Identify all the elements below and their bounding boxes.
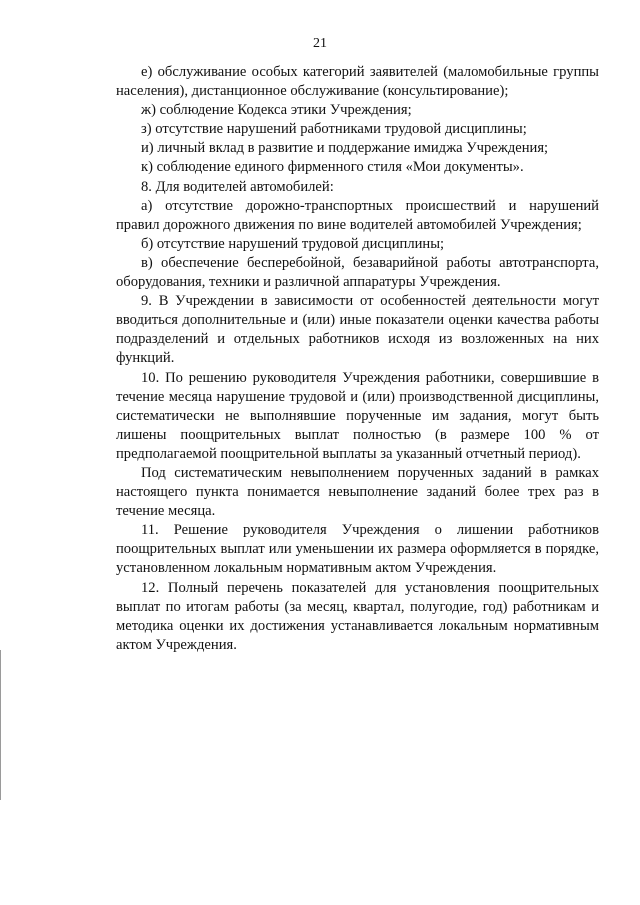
- scan-edge-line: [0, 650, 1, 800]
- list-item-k: к) соблюдение единого фирменного стиля «Мои документы».: [141, 159, 524, 176]
- list-item-v: в) обеспечение бесперебойной, безаварийной работы автотранспорта, оборудования, техники и различной аппаратуры Учреждения.: [116, 254, 599, 291]
- list-item-a: а) отсутствие дорожно-транспортных происшествий и нарушений правил дорожного движения по вине водителей автомобилей Учреждения;: [116, 197, 599, 233]
- paragraph-10: 10. По решению руководителя Учреждения работники, совершившие в течение месяца нарушение трудовой и (или) производственной дисциплины, систематически не выполнявшие порученные им задания, могут быть лишены поощрительных выплат полностью (в размере 100 % от предполагаемой поощрительной выплаты за указанный отчетный период).: [116, 369, 599, 462]
- list-item-z: з) отсутствие нарушений работниками трудовой дисциплины;: [141, 121, 527, 138]
- list-item-b: б) отсутствие нарушений трудовой дисциплины;: [141, 235, 445, 252]
- page-number: 21: [313, 36, 327, 51]
- paragraph-11: 11. Решение руководителя Учреждения о лишении работников поощрительных выплат или уменьшении их размера оформляется в порядке, установленном локальным нормативным актом Учреждения.: [116, 522, 599, 577]
- document-body: [116, 63, 599, 655]
- list-item-e: е) обслуживание особых категорий заявителей (маломобильные группы населения), дистанционное обслуживание (консультирование);: [116, 64, 599, 100]
- list-item-zh: ж) соблюдение Кодекса этики Учреждения;: [141, 102, 412, 119]
- paragraph-10-note: Под систематическим невыполнением порученных заданий в рамках настоящего пункта понимается невыполнение заданий более трех раз в течение месяца.: [116, 464, 599, 520]
- paragraph-12: 12. Полный перечень показателей для установления поощрительных выплат по итогам работы (за месяц, квартал, полугодие, год) работникам и методика оценки их достижения устанавливается локальным нормативным актом Учреждения.: [116, 579, 599, 653]
- paragraph-9: 9. В Учреждении в зависимости от особенностей деятельности могут вводиться дополнительные и (или) иные показатели оценки качества работы подразделений и отдельных работников исходя из возложенных на них функций.: [116, 293, 599, 367]
- section-8-heading: 8. Для водителей автомобилей:: [141, 178, 334, 195]
- list-item-i: и) личный вклад в развитие и поддержание имиджа Учреждения;: [141, 140, 549, 157]
